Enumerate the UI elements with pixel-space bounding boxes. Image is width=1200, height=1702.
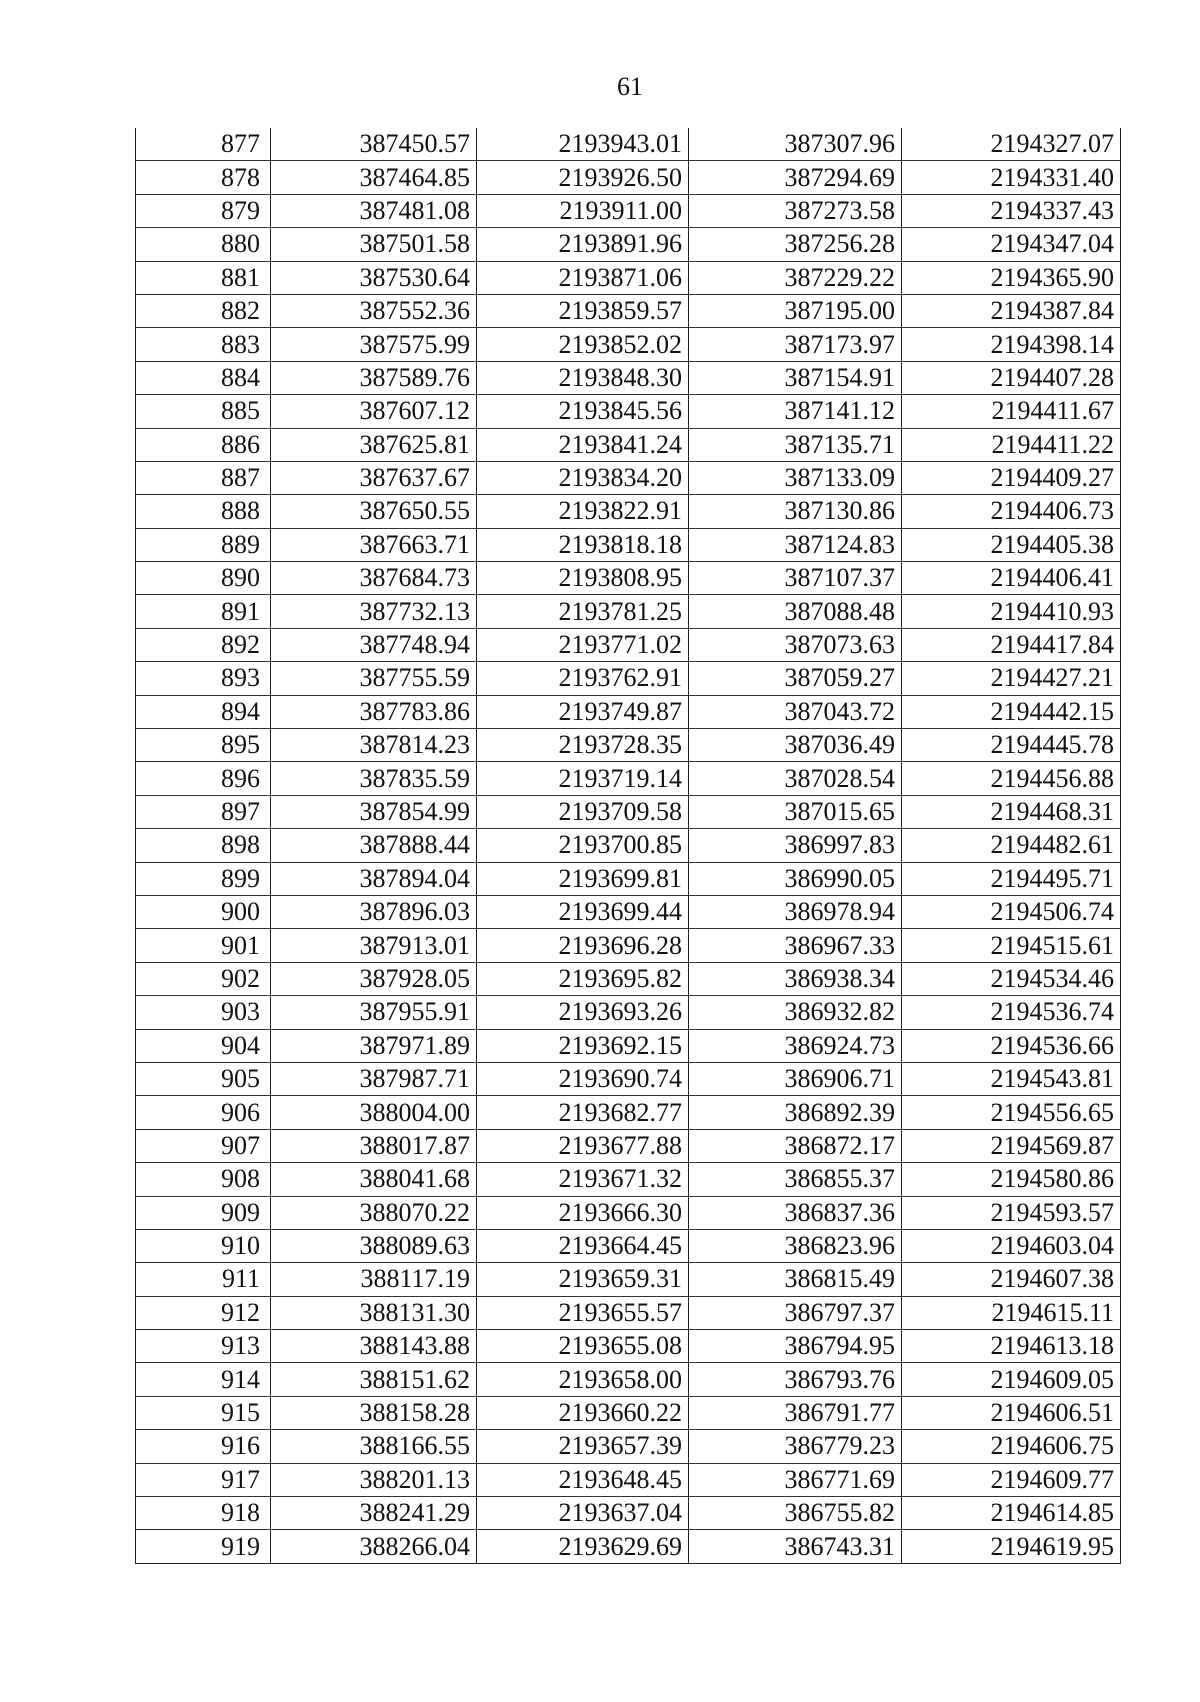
y1-coordinate-cell: 2193671.32 [477,1163,689,1196]
point-number-cell: 903 [136,996,271,1029]
y1-coordinate-cell: 2193664.45 [477,1229,689,1262]
table-row [136,1530,1121,1563]
table-row [136,294,1121,327]
y2-coordinate-cell: 2194603.04 [902,1229,1121,1262]
table-row [136,595,1121,628]
table-row [136,1062,1121,1095]
table-row [136,128,1121,161]
y2-coordinate-cell: 2194411.67 [902,395,1121,428]
y1-coordinate-cell: 2193700.85 [477,829,689,862]
y2-coordinate-cell: 2194615.11 [902,1296,1121,1329]
point-number-cell: 902 [136,962,271,995]
y2-coordinate-cell: 2194515.61 [902,929,1121,962]
y1-coordinate-cell: 2193749.87 [477,695,689,728]
y2-coordinate-cell: 2194411.22 [902,428,1121,461]
x2-coordinate-cell: 386892.39 [689,1096,902,1129]
y2-coordinate-cell: 2194337.43 [902,194,1121,227]
point-number-cell: 905 [136,1062,271,1095]
x1-coordinate-cell: 387854.99 [271,795,477,828]
table-row [136,862,1121,895]
y1-coordinate-cell: 2193657.39 [477,1430,689,1463]
y1-coordinate-cell: 2193699.44 [477,895,689,928]
y2-coordinate-cell: 2194536.66 [902,1029,1121,1062]
x1-coordinate-cell: 387450.57 [271,128,477,161]
point-number-cell: 913 [136,1330,271,1363]
x2-coordinate-cell: 387036.49 [689,729,902,762]
y2-coordinate-cell: 2194327.07 [902,128,1121,161]
y1-coordinate-cell: 2193859.57 [477,294,689,327]
point-number-cell: 906 [136,1096,271,1129]
x1-coordinate-cell: 387625.81 [271,428,477,461]
table-row [136,1330,1121,1363]
x2-coordinate-cell: 387273.58 [689,194,902,227]
x1-coordinate-cell: 388166.55 [271,1430,477,1463]
table-row [136,562,1121,595]
point-number-cell: 907 [136,1129,271,1162]
point-number-cell: 883 [136,328,271,361]
point-number-cell: 893 [136,662,271,695]
y1-coordinate-cell: 2193696.28 [477,929,689,962]
x1-coordinate-cell: 387814.23 [271,729,477,762]
table-row [136,1129,1121,1162]
x1-coordinate-cell: 388004.00 [271,1096,477,1129]
x1-coordinate-cell: 387650.55 [271,495,477,528]
y2-coordinate-cell: 2194398.14 [902,328,1121,361]
y1-coordinate-cell: 2193695.82 [477,962,689,995]
x1-coordinate-cell: 388143.88 [271,1330,477,1363]
point-number-cell: 885 [136,395,271,428]
y1-coordinate-cell: 2193659.31 [477,1263,689,1296]
y2-coordinate-cell: 2194556.65 [902,1096,1121,1129]
x1-coordinate-cell: 388041.68 [271,1163,477,1196]
x2-coordinate-cell: 387294.69 [689,161,902,194]
y2-coordinate-cell: 2194427.21 [902,662,1121,695]
x2-coordinate-cell: 387133.09 [689,461,902,494]
y2-coordinate-cell: 2194569.87 [902,1129,1121,1162]
point-number-cell: 892 [136,628,271,661]
x1-coordinate-cell: 387732.13 [271,595,477,628]
x2-coordinate-cell: 387195.00 [689,294,902,327]
x1-coordinate-cell: 387755.59 [271,662,477,695]
y2-coordinate-cell: 2194607.38 [902,1263,1121,1296]
y1-coordinate-cell: 2193852.02 [477,328,689,361]
x2-coordinate-cell: 386793.76 [689,1363,902,1396]
table-row [136,1430,1121,1463]
x1-coordinate-cell: 387575.99 [271,328,477,361]
table-row [136,962,1121,995]
x1-coordinate-cell: 388089.63 [271,1229,477,1262]
y2-coordinate-cell: 2194482.61 [902,829,1121,862]
y1-coordinate-cell: 2193629.69 [477,1530,689,1563]
x2-coordinate-cell: 386978.94 [689,895,902,928]
x2-coordinate-cell: 386990.05 [689,862,902,895]
y1-coordinate-cell: 2193926.50 [477,161,689,194]
point-number-cell: 919 [136,1530,271,1563]
point-number-cell: 890 [136,562,271,595]
x1-coordinate-cell: 387783.86 [271,695,477,728]
table-row [136,428,1121,461]
y2-coordinate-cell: 2194365.90 [902,261,1121,294]
x1-coordinate-cell: 387971.89 [271,1029,477,1062]
y2-coordinate-cell: 2194445.78 [902,729,1121,762]
y2-coordinate-cell: 2194387.84 [902,294,1121,327]
table-row [136,929,1121,962]
point-number-cell: 896 [136,762,271,795]
x1-coordinate-cell: 387501.58 [271,228,477,261]
y2-coordinate-cell: 2194468.31 [902,795,1121,828]
table-row [136,1363,1121,1396]
point-number-cell: 912 [136,1296,271,1329]
y1-coordinate-cell: 2193808.95 [477,562,689,595]
table-row [136,528,1121,561]
x2-coordinate-cell: 386797.37 [689,1296,902,1329]
y1-coordinate-cell: 2193911.00 [477,194,689,227]
point-number-cell: 877 [136,128,271,161]
x1-coordinate-cell: 387637.67 [271,461,477,494]
x1-coordinate-cell: 388266.04 [271,1530,477,1563]
y1-coordinate-cell: 2193771.02 [477,628,689,661]
x2-coordinate-cell: 387256.28 [689,228,902,261]
x1-coordinate-cell: 388158.28 [271,1396,477,1429]
x1-coordinate-cell: 387748.94 [271,628,477,661]
y1-coordinate-cell: 2193891.96 [477,228,689,261]
y2-coordinate-cell: 2194536.74 [902,996,1121,1029]
x1-coordinate-cell: 387684.73 [271,562,477,595]
x2-coordinate-cell: 386924.73 [689,1029,902,1062]
table-row [136,194,1121,227]
y2-coordinate-cell: 2194456.88 [902,762,1121,795]
x1-coordinate-cell: 387835.59 [271,762,477,795]
point-number-cell: 887 [136,461,271,494]
x1-coordinate-cell: 388017.87 [271,1129,477,1162]
table-row [136,461,1121,494]
x2-coordinate-cell: 387307.96 [689,128,902,161]
y2-coordinate-cell: 2194407.28 [902,361,1121,394]
y2-coordinate-cell: 2194506.74 [902,895,1121,928]
point-number-cell: 894 [136,695,271,728]
x1-coordinate-cell: 387913.01 [271,929,477,962]
x2-coordinate-cell: 387043.72 [689,695,902,728]
x1-coordinate-cell: 387607.12 [271,395,477,428]
x1-coordinate-cell: 387663.71 [271,528,477,561]
y2-coordinate-cell: 2194405.38 [902,528,1121,561]
point-number-cell: 878 [136,161,271,194]
x1-coordinate-cell: 387888.44 [271,829,477,862]
table-row [136,1029,1121,1062]
x1-coordinate-cell: 387894.04 [271,862,477,895]
table-row [136,161,1121,194]
y1-coordinate-cell: 2193834.20 [477,461,689,494]
y2-coordinate-cell: 2194406.41 [902,562,1121,595]
y2-coordinate-cell: 2194614.85 [902,1497,1121,1530]
point-number-cell: 901 [136,929,271,962]
y2-coordinate-cell: 2194347.04 [902,228,1121,261]
y2-coordinate-cell: 2194606.51 [902,1396,1121,1429]
y1-coordinate-cell: 2193637.04 [477,1497,689,1530]
x1-coordinate-cell: 387955.91 [271,996,477,1029]
point-number-cell: 882 [136,294,271,327]
table-row [136,361,1121,394]
y2-coordinate-cell: 2194613.18 [902,1330,1121,1363]
x2-coordinate-cell: 386837.36 [689,1196,902,1229]
y1-coordinate-cell: 2193655.57 [477,1296,689,1329]
y2-coordinate-cell: 2194410.93 [902,595,1121,628]
x2-coordinate-cell: 386906.71 [689,1062,902,1095]
x2-coordinate-cell: 386771.69 [689,1463,902,1496]
x2-coordinate-cell: 387130.86 [689,495,902,528]
point-number-cell: 880 [136,228,271,261]
x2-coordinate-cell: 387141.12 [689,395,902,428]
y1-coordinate-cell: 2193692.15 [477,1029,689,1062]
table-row [136,662,1121,695]
point-number-cell: 909 [136,1196,271,1229]
y1-coordinate-cell: 2193709.58 [477,795,689,828]
x1-coordinate-cell: 388151.62 [271,1363,477,1396]
x2-coordinate-cell: 386815.49 [689,1263,902,1296]
y1-coordinate-cell: 2193818.18 [477,528,689,561]
table-row [136,1163,1121,1196]
x2-coordinate-cell: 386823.96 [689,1229,902,1262]
point-number-cell: 918 [136,1497,271,1530]
y2-coordinate-cell: 2194331.40 [902,161,1121,194]
y2-coordinate-cell: 2194534.46 [902,962,1121,995]
point-number-cell: 904 [136,1029,271,1062]
y2-coordinate-cell: 2194619.95 [902,1530,1121,1563]
x2-coordinate-cell: 387015.65 [689,795,902,828]
x2-coordinate-cell: 387135.71 [689,428,902,461]
table-row [136,628,1121,661]
table-row [136,762,1121,795]
point-number-cell: 895 [136,729,271,762]
y1-coordinate-cell: 2193781.25 [477,595,689,628]
y1-coordinate-cell: 2193677.88 [477,1129,689,1162]
table-row [136,495,1121,528]
table-row [136,1096,1121,1129]
table-row [136,1229,1121,1262]
table-row [136,795,1121,828]
x2-coordinate-cell: 387088.48 [689,595,902,628]
x2-coordinate-cell: 386779.23 [689,1430,902,1463]
y1-coordinate-cell: 2193655.08 [477,1330,689,1363]
x2-coordinate-cell: 387124.83 [689,528,902,561]
x2-coordinate-cell: 386938.34 [689,962,902,995]
x2-coordinate-cell: 387028.54 [689,762,902,795]
table-row [136,1296,1121,1329]
y2-coordinate-cell: 2194606.75 [902,1430,1121,1463]
point-number-cell: 888 [136,495,271,528]
y2-coordinate-cell: 2194406.73 [902,495,1121,528]
point-number-cell: 916 [136,1430,271,1463]
x1-coordinate-cell: 388117.19 [271,1263,477,1296]
point-number-cell: 886 [136,428,271,461]
y1-coordinate-cell: 2193690.74 [477,1062,689,1095]
x2-coordinate-cell: 386755.82 [689,1497,902,1530]
y2-coordinate-cell: 2194495.71 [902,862,1121,895]
x2-coordinate-cell: 387173.97 [689,328,902,361]
point-number-cell: 881 [136,261,271,294]
table-row [136,895,1121,928]
y1-coordinate-cell: 2193848.30 [477,361,689,394]
point-number-cell: 891 [136,595,271,628]
y2-coordinate-cell: 2194609.05 [902,1363,1121,1396]
x2-coordinate-cell: 386855.37 [689,1163,902,1196]
coordinates-table-body [136,128,1121,1563]
y1-coordinate-cell: 2193871.06 [477,261,689,294]
point-number-cell: 889 [136,528,271,561]
point-number-cell: 897 [136,795,271,828]
x2-coordinate-cell: 386794.95 [689,1330,902,1363]
y2-coordinate-cell: 2194593.57 [902,1196,1121,1229]
x2-coordinate-cell: 387154.91 [689,361,902,394]
table-row [136,261,1121,294]
y2-coordinate-cell: 2194442.15 [902,695,1121,728]
y1-coordinate-cell: 2193648.45 [477,1463,689,1496]
x2-coordinate-cell: 386967.33 [689,929,902,962]
point-number-cell: 917 [136,1463,271,1496]
y1-coordinate-cell: 2193682.77 [477,1096,689,1129]
point-number-cell: 900 [136,895,271,928]
x1-coordinate-cell: 387928.05 [271,962,477,995]
y1-coordinate-cell: 2193658.00 [477,1363,689,1396]
y1-coordinate-cell: 2193943.01 [477,128,689,161]
x2-coordinate-cell: 387059.27 [689,662,902,695]
table-row [136,729,1121,762]
x1-coordinate-cell: 387552.36 [271,294,477,327]
x1-coordinate-cell: 387481.08 [271,194,477,227]
x2-coordinate-cell: 386932.82 [689,996,902,1029]
x1-coordinate-cell: 387464.85 [271,161,477,194]
y1-coordinate-cell: 2193728.35 [477,729,689,762]
table-row [136,829,1121,862]
y2-coordinate-cell: 2194409.27 [902,461,1121,494]
table-row [136,996,1121,1029]
y2-coordinate-cell: 2194543.81 [902,1062,1121,1095]
x2-coordinate-cell: 387229.22 [689,261,902,294]
x1-coordinate-cell: 387530.64 [271,261,477,294]
point-number-cell: 914 [136,1363,271,1396]
x1-coordinate-cell: 387589.76 [271,361,477,394]
x1-coordinate-cell: 388241.29 [271,1497,477,1530]
table-row [136,1497,1121,1530]
x2-coordinate-cell: 387107.37 [689,562,902,595]
table-row [136,695,1121,728]
x1-coordinate-cell: 388131.30 [271,1296,477,1329]
x1-coordinate-cell: 387987.71 [271,1062,477,1095]
x1-coordinate-cell: 388070.22 [271,1196,477,1229]
table-row [136,228,1121,261]
y1-coordinate-cell: 2193699.81 [477,862,689,895]
table-row [136,1396,1121,1429]
y2-coordinate-cell: 2194609.77 [902,1463,1121,1496]
page-number: 61 [617,72,643,101]
y2-coordinate-cell: 2194417.84 [902,628,1121,661]
table-row [136,1196,1121,1229]
x2-coordinate-cell: 386743.31 [689,1530,902,1563]
coordinates-table [135,128,1121,1564]
y1-coordinate-cell: 2193845.56 [477,395,689,428]
table-row [136,1463,1121,1496]
x1-coordinate-cell: 388201.13 [271,1463,477,1496]
x1-coordinate-cell: 387896.03 [271,895,477,928]
point-number-cell: 898 [136,829,271,862]
table-row [136,395,1121,428]
y1-coordinate-cell: 2193822.91 [477,495,689,528]
x2-coordinate-cell: 386997.83 [689,829,902,862]
y1-coordinate-cell: 2193762.91 [477,662,689,695]
point-number-cell: 915 [136,1396,271,1429]
point-number-cell: 908 [136,1163,271,1196]
y1-coordinate-cell: 2193660.22 [477,1396,689,1429]
table-row [136,328,1121,361]
table-row [136,1263,1121,1296]
x2-coordinate-cell: 386872.17 [689,1129,902,1162]
point-number-cell: 910 [136,1229,271,1262]
point-number-cell: 911 [136,1263,271,1296]
x2-coordinate-cell: 387073.63 [689,628,902,661]
point-number-cell: 899 [136,862,271,895]
x2-coordinate-cell: 386791.77 [689,1396,902,1429]
point-number-cell: 884 [136,361,271,394]
y1-coordinate-cell: 2193841.24 [477,428,689,461]
y1-coordinate-cell: 2193719.14 [477,762,689,795]
y1-coordinate-cell: 2193693.26 [477,996,689,1029]
y1-coordinate-cell: 2193666.30 [477,1196,689,1229]
point-number-cell: 879 [136,194,271,227]
y2-coordinate-cell: 2194580.86 [902,1163,1121,1196]
